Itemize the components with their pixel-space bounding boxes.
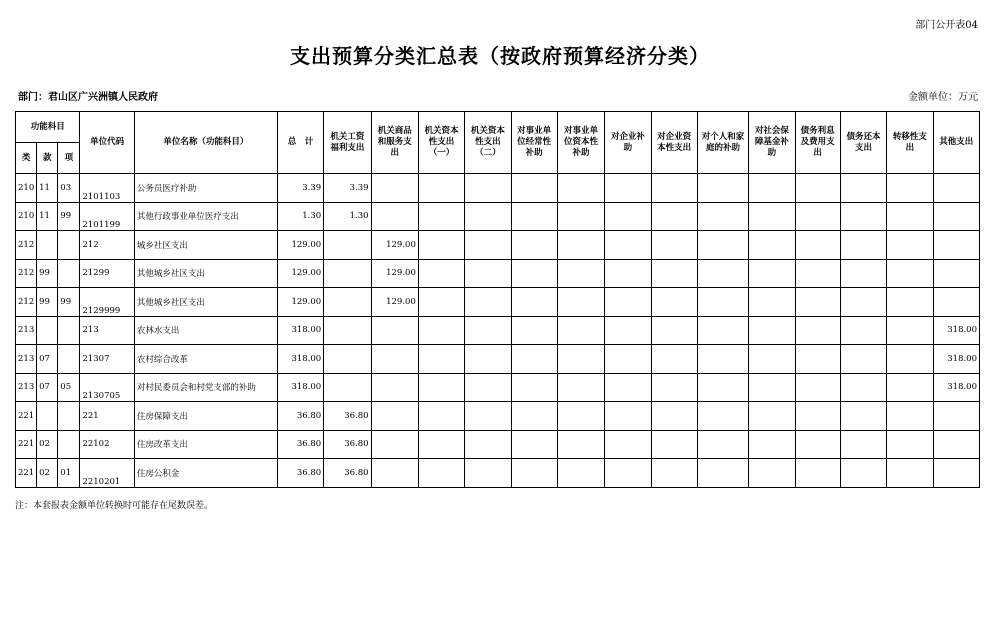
cell-total: 36.80 bbox=[277, 402, 323, 431]
cell-total: 3.39 bbox=[277, 174, 323, 203]
cell-other bbox=[933, 459, 980, 488]
cell-lei: 210 bbox=[16, 174, 37, 203]
cell-lei: 221 bbox=[16, 459, 37, 488]
cell-total: 318.00 bbox=[277, 345, 323, 374]
header-col-11: 对个人和家庭的补助 bbox=[697, 112, 748, 174]
cell-goods bbox=[371, 316, 418, 345]
cell-lei: 213 bbox=[16, 373, 37, 402]
cell-goods bbox=[371, 430, 418, 459]
cell-wage bbox=[324, 373, 371, 402]
cell-wage: 36.80 bbox=[324, 459, 371, 488]
cell-wage: 1.30 bbox=[324, 202, 371, 231]
cell-lei: 221 bbox=[16, 402, 37, 431]
header-col-5: 机关资本性支出（一） bbox=[418, 112, 464, 174]
cell-kuan: 02 bbox=[37, 430, 58, 459]
cell-wage bbox=[324, 231, 371, 260]
table-row bbox=[16, 430, 980, 459]
header-col-14: 债务还本支出 bbox=[840, 112, 886, 174]
cell-lei: 213 bbox=[16, 345, 37, 374]
cell-name: 住房改革支出 bbox=[134, 430, 277, 459]
header-col-7: 对事业单位经常性补助 bbox=[511, 112, 557, 174]
cell-name: 农村综合改革 bbox=[134, 345, 277, 374]
table-row bbox=[16, 231, 980, 260]
cell-kuan: 11 bbox=[37, 202, 58, 231]
cell-code: 22102 bbox=[80, 430, 134, 459]
cell-total: 1.30 bbox=[277, 202, 323, 231]
table-row bbox=[16, 373, 980, 402]
cell-lei: 213 bbox=[16, 316, 37, 345]
cell-other: 318.00 bbox=[933, 316, 980, 345]
cell-xiang bbox=[58, 345, 80, 374]
cell-other bbox=[933, 259, 980, 288]
cell-xiang: 01 bbox=[58, 459, 80, 488]
table-row bbox=[16, 259, 980, 288]
cell-goods bbox=[371, 402, 418, 431]
amount-unit-label: 金额单位：万元 bbox=[908, 92, 978, 103]
table-row bbox=[16, 402, 980, 431]
cell-total: 36.80 bbox=[277, 430, 323, 459]
cell-code: 2129999 bbox=[80, 288, 134, 317]
cell-kuan: 99 bbox=[37, 259, 58, 288]
cell-total: 129.00 bbox=[277, 288, 323, 317]
cell-code: 2101103 bbox=[80, 174, 134, 203]
cell-code: 21307 bbox=[80, 345, 134, 374]
form-number: 部门公开表04 bbox=[915, 20, 978, 31]
cell-code: 221 bbox=[80, 402, 134, 431]
cell-wage bbox=[324, 345, 371, 374]
header-col-3: 机关工资福利支出 bbox=[324, 112, 371, 174]
cell-code: 2101199 bbox=[80, 202, 134, 231]
cell-xiang bbox=[58, 316, 80, 345]
cell-xiang bbox=[58, 231, 80, 260]
cell-other: 318.00 bbox=[933, 373, 980, 402]
cell-other bbox=[933, 288, 980, 317]
cell-goods bbox=[371, 459, 418, 488]
cell-xiang bbox=[58, 430, 80, 459]
cell-goods: 129.00 bbox=[371, 231, 418, 260]
cell-xiang: 99 bbox=[58, 202, 80, 231]
cell-name: 住房保障支出 bbox=[134, 402, 277, 431]
cell-kuan: 99 bbox=[37, 288, 58, 317]
cell-xiang bbox=[58, 402, 80, 431]
cell-total: 318.00 bbox=[277, 316, 323, 345]
cell-total: 318.00 bbox=[277, 373, 323, 402]
header-kuan: 款 bbox=[37, 143, 58, 174]
cell-other bbox=[933, 202, 980, 231]
budget-table bbox=[15, 111, 980, 488]
header-lei: 类 bbox=[16, 143, 37, 174]
cell-wage: 36.80 bbox=[324, 402, 371, 431]
cell-total: 129.00 bbox=[277, 231, 323, 260]
table-row bbox=[16, 345, 980, 374]
cell-other bbox=[933, 430, 980, 459]
cell-other bbox=[933, 174, 980, 203]
cell-name: 农林水支出 bbox=[134, 316, 277, 345]
header-col-8: 对事业单位资本性补助 bbox=[557, 112, 604, 174]
cell-other bbox=[933, 231, 980, 260]
cell-lei: 210 bbox=[16, 202, 37, 231]
cell-wage bbox=[324, 259, 371, 288]
cell-wage: 3.39 bbox=[324, 174, 371, 203]
cell-kuan: 02 bbox=[37, 459, 58, 488]
cell-other: 318.00 bbox=[933, 345, 980, 374]
table-row bbox=[16, 288, 980, 317]
cell-goods bbox=[371, 174, 418, 203]
cell-goods bbox=[371, 345, 418, 374]
header-col-4: 机关商品和服务支出 bbox=[371, 112, 418, 174]
cell-goods: 129.00 bbox=[371, 259, 418, 288]
cell-wage bbox=[324, 288, 371, 317]
cell-code: 21299 bbox=[80, 259, 134, 288]
cell-name: 其他城乡社区支出 bbox=[134, 288, 277, 317]
header-col-12: 对社会保障基金补助 bbox=[749, 112, 795, 174]
cell-kuan bbox=[37, 402, 58, 431]
cell-wage: 36.80 bbox=[324, 430, 371, 459]
header-col-1: 单位名称（功能科目） bbox=[134, 112, 277, 174]
cell-kuan: 07 bbox=[37, 373, 58, 402]
header-col-0: 单位代码 bbox=[80, 112, 134, 174]
header-col-10: 对企业资本性支出 bbox=[651, 112, 697, 174]
footnote: 注：本套报表金额单位转换时可能存在尾数误差。 bbox=[15, 501, 214, 511]
cell-kuan: 07 bbox=[37, 345, 58, 374]
table-row bbox=[16, 202, 980, 231]
cell-name: 城乡社区支出 bbox=[134, 231, 277, 260]
cell-lei: 212 bbox=[16, 259, 37, 288]
header-col-16: 其他支出 bbox=[933, 112, 980, 174]
header-col-15: 转移性支出 bbox=[887, 112, 933, 174]
cell-name: 其他行政事业单位医疗支出 bbox=[134, 202, 277, 231]
cell-name: 对村民委员会和村党支部的补助 bbox=[134, 373, 277, 402]
cell-code: 2130705 bbox=[80, 373, 134, 402]
header-col-6: 机关资本性支出（二） bbox=[465, 112, 511, 174]
header-col-13: 债务利息及费用支出 bbox=[795, 112, 840, 174]
cell-wage bbox=[324, 316, 371, 345]
cell-kuan bbox=[37, 231, 58, 260]
cell-lei: 212 bbox=[16, 288, 37, 317]
cell-goods: 129.00 bbox=[371, 288, 418, 317]
cell-other bbox=[933, 402, 980, 431]
cell-code: 212 bbox=[80, 231, 134, 260]
header-col-2: 总 计 bbox=[277, 112, 323, 174]
cell-xiang: 05 bbox=[58, 373, 80, 402]
cell-code: 2210201 bbox=[80, 459, 134, 488]
header-xiang: 项 bbox=[58, 143, 80, 174]
page-title: 支出预算分类汇总表（按政府预算经济分类） bbox=[290, 44, 710, 68]
header-function-subject: 功能科目 bbox=[16, 112, 80, 143]
cell-xiang: 99 bbox=[58, 288, 80, 317]
cell-code: 213 bbox=[80, 316, 134, 345]
cell-name: 公务员医疗补助 bbox=[134, 174, 277, 203]
table-row bbox=[16, 316, 980, 345]
cell-total: 36.80 bbox=[277, 459, 323, 488]
department-label: 部门：君山区广兴洲镇人民政府 bbox=[18, 92, 158, 103]
cell-xiang bbox=[58, 259, 80, 288]
header-col-9: 对企业补助 bbox=[605, 112, 651, 174]
cell-name: 其他城乡社区支出 bbox=[134, 259, 277, 288]
cell-lei: 221 bbox=[16, 430, 37, 459]
cell-goods bbox=[371, 202, 418, 231]
cell-goods bbox=[371, 373, 418, 402]
table-row bbox=[16, 174, 980, 203]
cell-kuan bbox=[37, 316, 58, 345]
cell-lei: 212 bbox=[16, 231, 37, 260]
cell-xiang: 03 bbox=[58, 174, 80, 203]
table-row bbox=[16, 459, 980, 488]
cell-kuan: 11 bbox=[37, 174, 58, 203]
cell-name: 住房公积金 bbox=[134, 459, 277, 488]
cell-total: 129.00 bbox=[277, 259, 323, 288]
